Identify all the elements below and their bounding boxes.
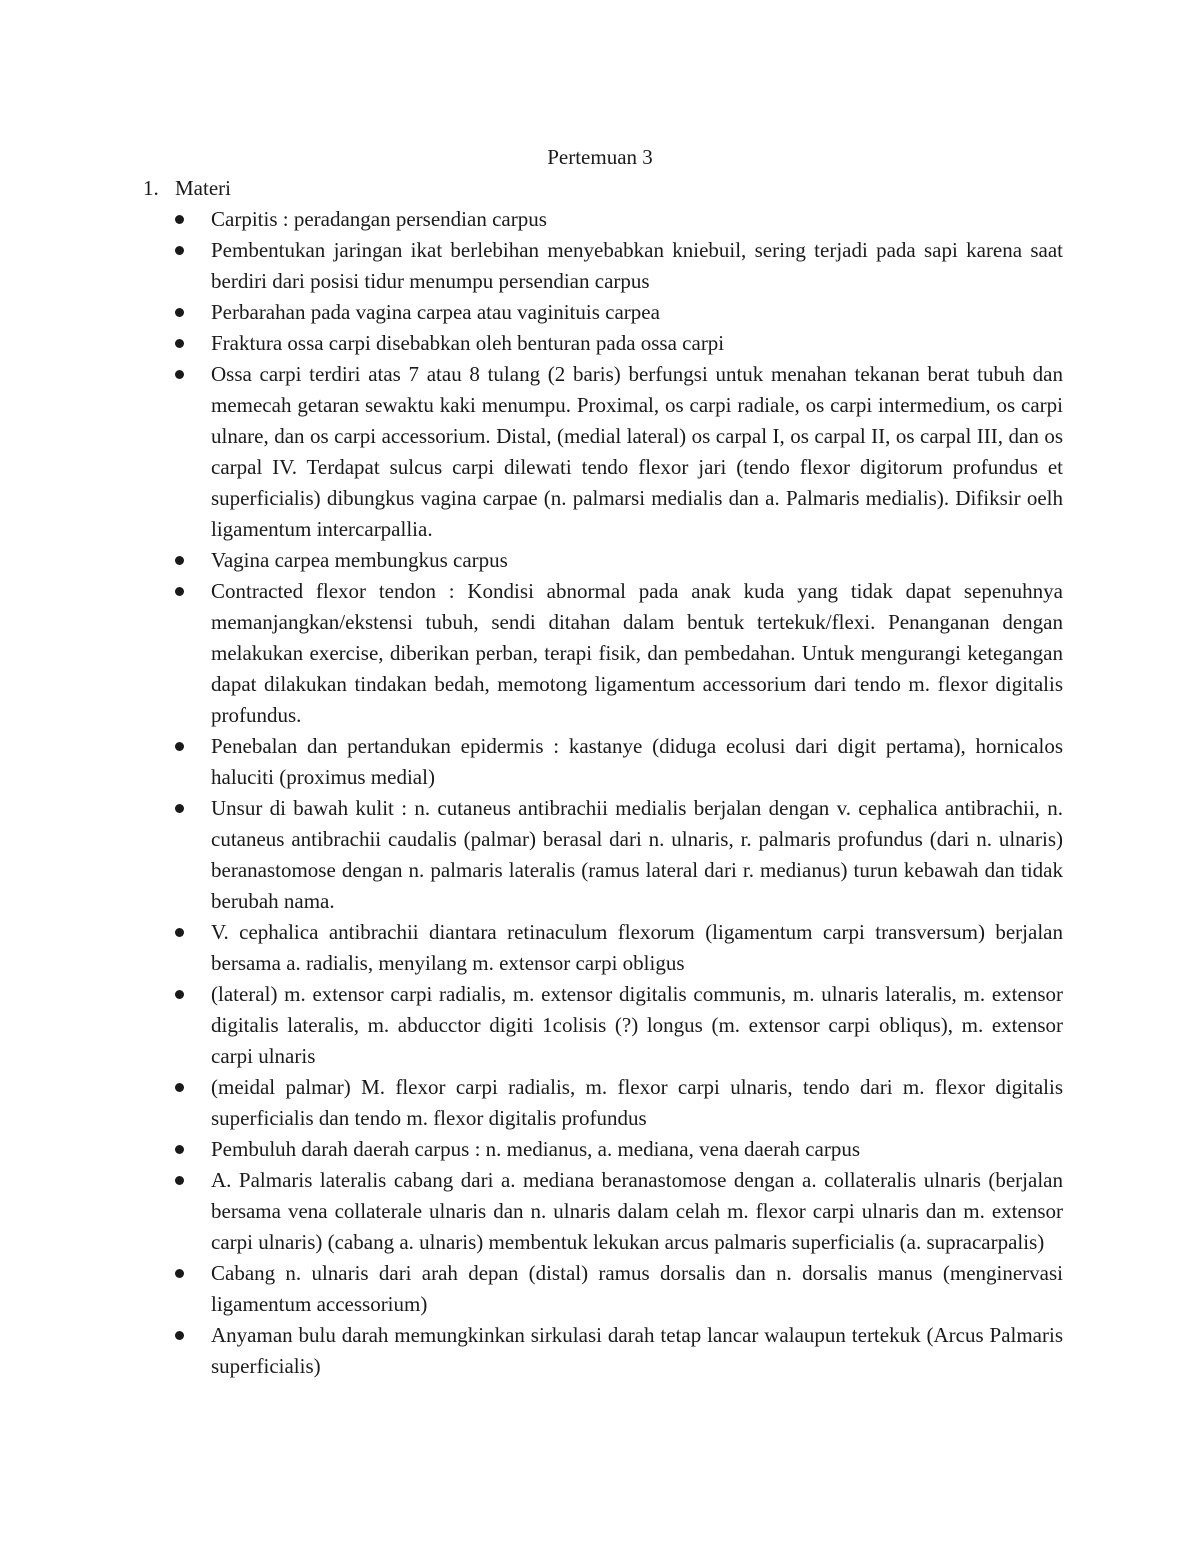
section-number: 1. bbox=[143, 176, 159, 200]
list-item bbox=[143, 204, 1063, 235]
section-materi bbox=[143, 173, 1063, 1382]
list-item-text: A. Palmaris lateralis cabang dari a. mediana beranastomose dengan a. collateralis ulnaris (berjalan bersama vena collaterale ulnaris dan n. ulnaris dalam celah m. flexor carpi ulnaris dan m. extensor carpi ulnaris) (cabang a. ulnaris) membentuk lekukan arcus palmaris superficialis (a. supracarpalis) bbox=[211, 1168, 1063, 1254]
list-item bbox=[143, 576, 1063, 731]
list-item bbox=[143, 731, 1063, 793]
bullet-icon bbox=[175, 215, 184, 224]
list-item-text: Cabang n. ulnaris dari arah depan (distal) ramus dorsalis dan n. dorsalis manus (menginervasi ligamentum accessorium) bbox=[211, 1261, 1063, 1316]
list-item-text: Anyaman bulu darah memungkinkan sirkulasi darah tetap lancar walaupun tertekuk (Arcus Palmaris superficialis) bbox=[211, 1323, 1063, 1378]
bullet-icon bbox=[175, 1083, 184, 1092]
list-item-text: Pembentukan jaringan ikat berlebihan menyebabkan kniebuil, sering terjadi pada sapi karena saat berdiri dari posisi tidur menumpu persendian carpus bbox=[211, 238, 1063, 293]
list-item bbox=[143, 328, 1063, 359]
list-item-text: Perbarahan pada vagina carpea atau vaginituis carpea bbox=[211, 300, 660, 324]
section-title: Materi bbox=[175, 176, 231, 200]
list-item bbox=[143, 235, 1063, 297]
list-item bbox=[143, 1258, 1063, 1320]
list-item-text: Fraktura ossa carpi disebabkan oleh benturan pada ossa carpi bbox=[211, 331, 725, 355]
bullet-icon bbox=[175, 928, 184, 937]
list-item-text: Penebalan dan pertandukan epidermis : kastanye (diduga ecolusi dari digit pertama), hornicalos haluciti (proximus medial) bbox=[211, 734, 1063, 789]
bullet-icon bbox=[175, 308, 184, 317]
bullet-icon bbox=[175, 804, 184, 813]
list-item bbox=[143, 917, 1063, 979]
bullet-icon bbox=[175, 370, 184, 379]
list-item bbox=[143, 297, 1063, 328]
bullet-icon bbox=[175, 990, 184, 999]
bullet-icon bbox=[175, 556, 184, 565]
list-item bbox=[143, 793, 1063, 917]
page-title: Pertemuan 3 bbox=[547, 145, 653, 169]
list-item-text: Contracted flexor tendon : Kondisi abnormal pada anak kuda yang tidak dapat sepenuhnya memanjangkan/ekstensi tubuh, sendi ditahan dalam bentuk tertekuk/flexi. Penanganan dengan melakukan exercise, diberikan perban, terapi fisik, dan pembedahan. Untuk mengurangi ketegangan dapat dilakukan tindakan bedah, memotong ligamentum accessorium dari tendo m. flexor digitalis profundus. bbox=[211, 579, 1063, 727]
bullet-icon bbox=[175, 1176, 184, 1185]
bullet-icon bbox=[175, 1269, 184, 1278]
list-item-text: Carpitis : peradangan persendian carpus bbox=[211, 207, 547, 231]
list-item bbox=[143, 1165, 1063, 1258]
bullet-icon bbox=[175, 339, 184, 348]
bullet-icon bbox=[175, 742, 184, 751]
list-item bbox=[143, 1072, 1063, 1134]
bullet-icon bbox=[175, 246, 184, 255]
bullet-icon bbox=[175, 1145, 184, 1154]
bullet-list bbox=[143, 204, 1063, 1382]
list-item-text: (lateral) m. extensor carpi radialis, m. extensor digitalis communis, m. ulnaris lateralis, m. extensor digitalis lateralis, m. abducctor digiti 1colisis (?) longus (m. extensor carpi obliqus), m. extensor carpi ulnaris bbox=[211, 982, 1063, 1068]
list-item-text: Ossa carpi terdiri atas 7 atau 8 tulang (2 baris) berfungsi untuk menahan tekanan berat tubuh dan memecah getaran sewaktu kaki menumpu. Proximal, os carpi radiale, os carpi intermedium, os carpi ulnare, dan os carpi accessorium. Distal, (medial lateral) os carpal I, os carpal II, os carpal III, dan os carpal IV. Terdapat sulcus carpi dilewati tendo flexor jari (tendo flexor digitorum profundus et superficialis) dibungkus vagina carpae (n. palmarsi medialis dan a. Palmaris medialis). Difiksir oelh ligamentum intercarpallia. bbox=[211, 362, 1063, 541]
list-item-text: (meidal palmar) M. flexor carpi radialis, m. flexor carpi ulnaris, tendo dari m. flexor digitalis superficialis dan tendo m. flexor digitalis profundus bbox=[211, 1075, 1063, 1130]
list-item bbox=[143, 1320, 1063, 1382]
section-heading bbox=[143, 173, 1063, 204]
bullet-icon bbox=[175, 587, 184, 596]
list-item-text: Vagina carpea membungkus carpus bbox=[211, 548, 508, 572]
list-item bbox=[143, 359, 1063, 545]
list-item bbox=[143, 1134, 1063, 1165]
bullet-icon bbox=[175, 1331, 184, 1340]
list-item-text: V. cephalica antibrachii diantara retinaculum flexorum (ligamentum carpi transversum) berjalan bersama a. radialis, menyilang m. extensor carpi obligus bbox=[211, 920, 1063, 975]
list-item bbox=[143, 979, 1063, 1072]
list-item bbox=[143, 545, 1063, 576]
list-item-text: Pembuluh darah daerah carpus : n. medianus, a. mediana, vena daerah carpus bbox=[211, 1137, 860, 1161]
list-item-text: Unsur di bawah kulit : n. cutaneus antibrachii medialis berjalan dengan v. cephalica antibrachii, n. cutaneus antibrachii caudalis (palmar) berasal dari n. ulnaris, r. palmaris profundus (dari n. ulnaris) beranastomose dengan n. palmaris lateralis (ramus lateral dari r. medianus) turun kebawah dan tidak berubah nama. bbox=[211, 796, 1063, 913]
